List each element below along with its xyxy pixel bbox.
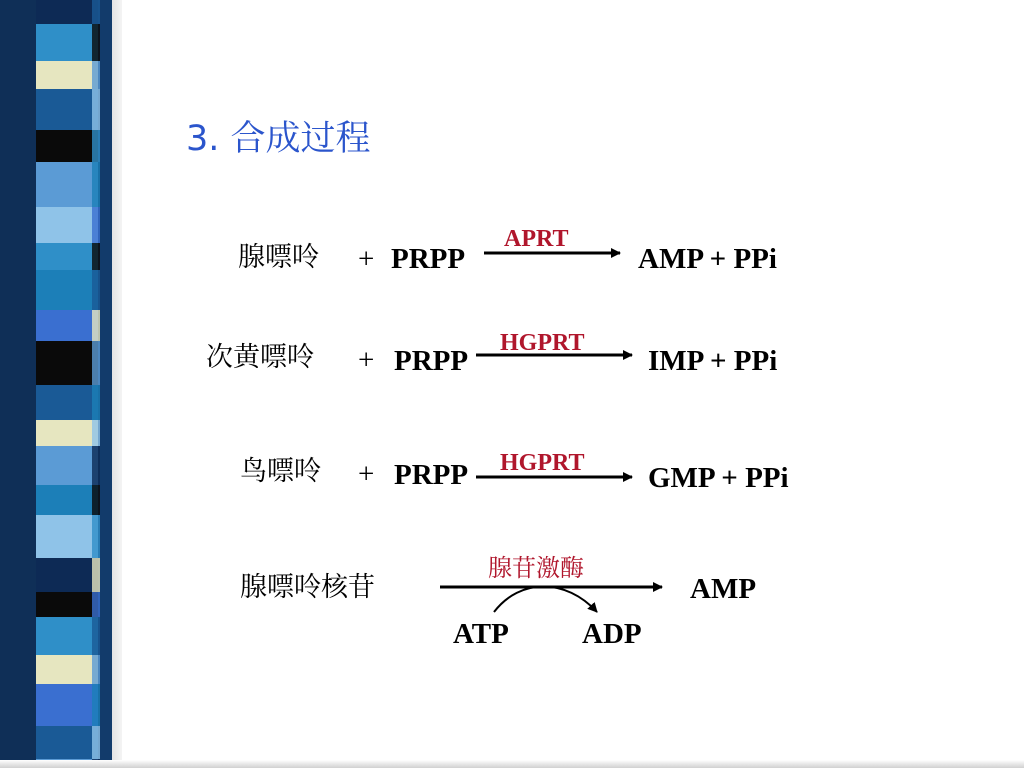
- cofactor-in: ATP: [453, 618, 509, 650]
- enzyme-label: APRT: [504, 226, 569, 252]
- plus-sign: +: [358, 344, 375, 376]
- enzyme-label: 腺苷激酶: [488, 554, 584, 582]
- product: GMP + PPi: [648, 462, 789, 494]
- substrate: 腺嘌呤: [238, 242, 319, 273]
- plus-sign: +: [358, 243, 375, 275]
- substrate: 次黄嘌呤: [206, 342, 314, 373]
- cofactor-curved-arrow: [494, 587, 597, 613]
- product: AMP: [690, 573, 757, 605]
- product: IMP + PPi: [648, 345, 778, 377]
- enzyme-label: HGPRT: [500, 330, 585, 356]
- plus-sign: +: [358, 458, 375, 490]
- substrate: 腺嘌呤核苷: [240, 572, 375, 603]
- cosubstrate: PRPP: [394, 459, 469, 491]
- cofactor-out: ADP: [582, 618, 642, 650]
- enzyme-label: HGPRT: [500, 450, 585, 476]
- cosubstrate: PRPP: [394, 345, 469, 377]
- substrate: 鸟嘌呤: [240, 456, 321, 487]
- product: AMP + PPi: [638, 243, 777, 275]
- slide-title: 3. 合成过程: [186, 119, 371, 159]
- cosubstrate: PRPP: [391, 243, 466, 275]
